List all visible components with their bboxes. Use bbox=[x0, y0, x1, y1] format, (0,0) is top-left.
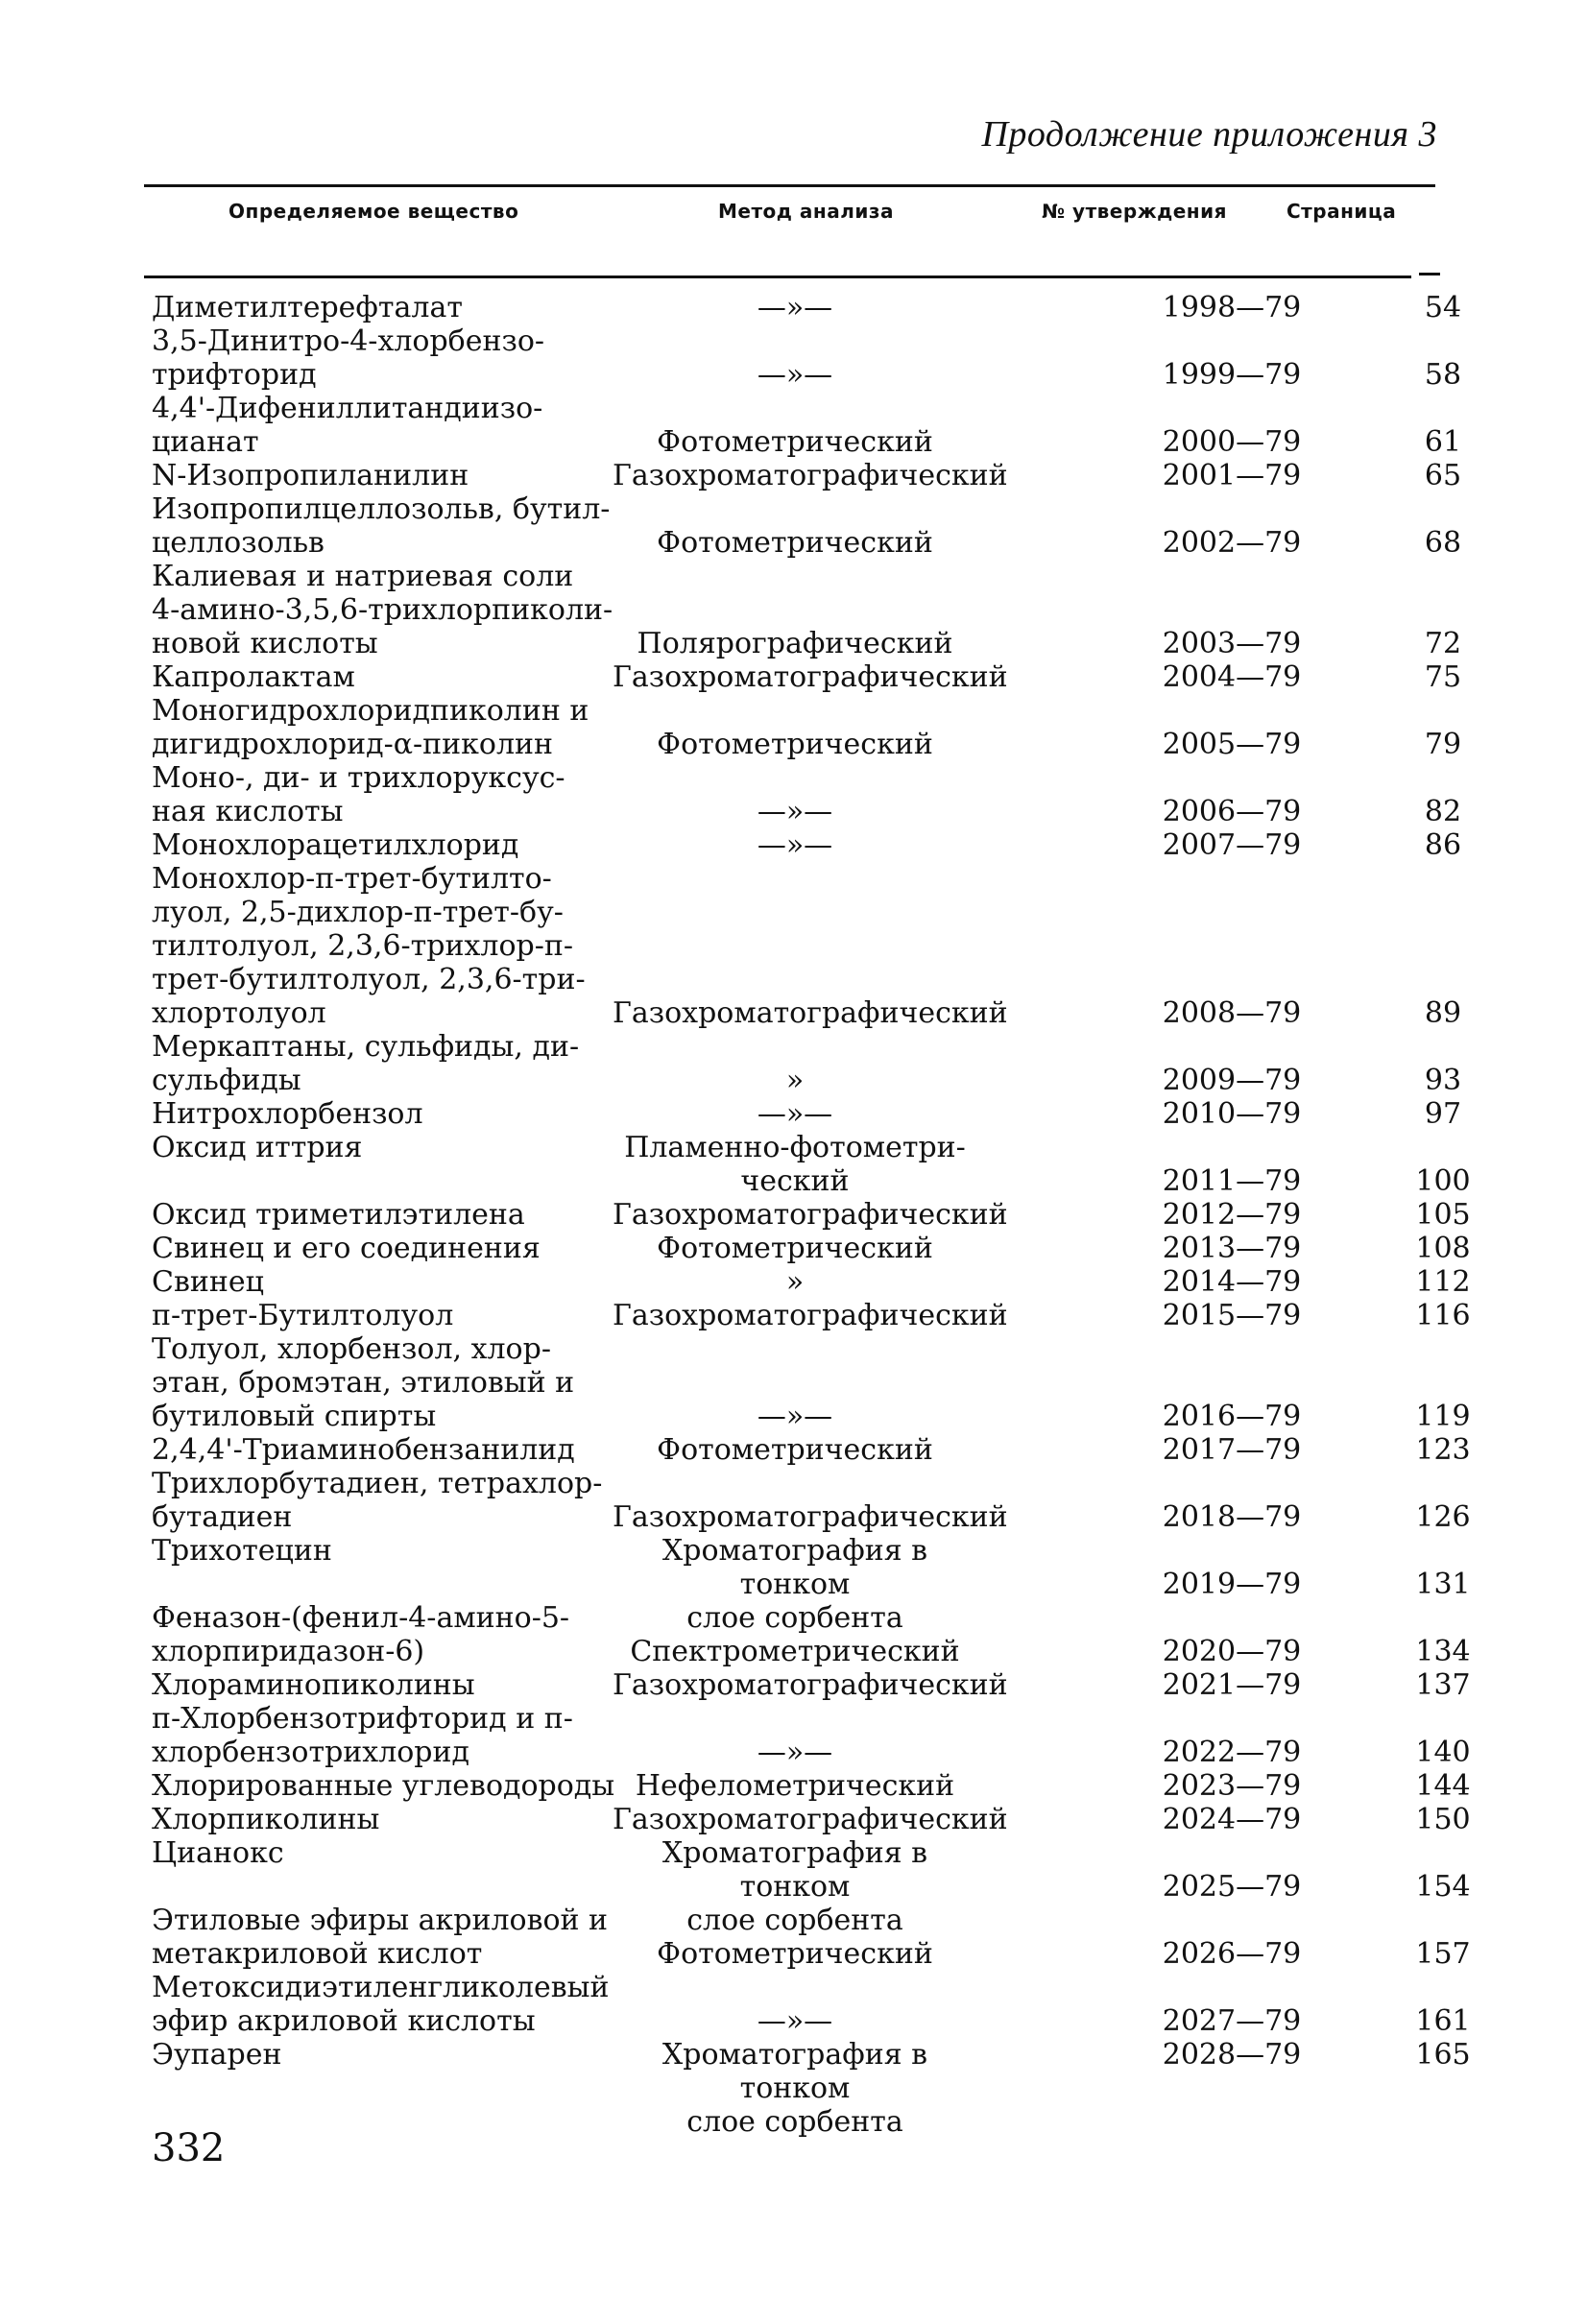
substance-line: N-Изопропиланилин bbox=[152, 459, 469, 492]
method-line: Газохроматографический bbox=[613, 1500, 1008, 1534]
method-cell bbox=[613, 1769, 977, 1803]
substance-line: Этиловые эфиры акриловой и bbox=[152, 1904, 609, 1937]
table-row bbox=[152, 1265, 1471, 1299]
approval-number: 2005—79 bbox=[1162, 728, 1302, 761]
substance-line: трифторид bbox=[152, 358, 317, 392]
substance-line: Калиевая и натриевая соли bbox=[152, 560, 574, 593]
page-reference: 161 bbox=[1415, 2004, 1471, 2038]
substance-line: Хлорированные углеводороды bbox=[152, 1769, 615, 1803]
method-cell bbox=[613, 996, 1008, 1030]
table-row bbox=[152, 291, 1462, 324]
approval-number: 2010—79 bbox=[1162, 1097, 1302, 1131]
page-reference: 116 bbox=[1415, 1299, 1471, 1332]
substance-cell bbox=[152, 828, 613, 862]
substance-line: бутиловый спирты bbox=[152, 1400, 437, 1433]
method-line: —»— bbox=[757, 795, 833, 828]
column-header-approval: № утверждения bbox=[1042, 200, 1227, 223]
method-line: слое сорбента bbox=[686, 1601, 903, 1635]
substance-cell bbox=[152, 1433, 613, 1467]
substance-line: Хлорпиколины bbox=[152, 1803, 380, 1836]
method-cell bbox=[613, 1668, 1008, 1702]
substance-line: этан, бромэтан, этиловый и bbox=[152, 1366, 575, 1400]
method-line: —»— bbox=[757, 291, 833, 324]
method-cell bbox=[613, 1500, 1008, 1534]
substance-cell bbox=[152, 2038, 613, 2072]
approval-number: 2024—79 bbox=[1162, 1803, 1302, 1836]
method-line: Фотометрический bbox=[657, 728, 933, 761]
substance-line: 2,4,4'-Триаминобензанилид bbox=[152, 1433, 575, 1467]
substance-cell bbox=[152, 1836, 613, 1904]
substance-cell bbox=[152, 1803, 613, 1836]
method-line: » bbox=[785, 1265, 805, 1299]
method-line: Хроматография в тонком bbox=[661, 1534, 928, 1601]
method-line: Газохроматографический bbox=[613, 459, 1008, 492]
substance-line: Метоксидиэтиленгликолевый bbox=[152, 1971, 610, 2004]
table-row bbox=[152, 392, 1462, 459]
approval-number: 2004—79 bbox=[1162, 660, 1302, 694]
approval-number: 2015—79 bbox=[1162, 1299, 1302, 1332]
approval-number: 2008—79 bbox=[1162, 996, 1302, 1030]
approval-number: 2020—79 bbox=[1162, 1635, 1302, 1668]
substance-line: Монохлор-п-трет-бутилто- bbox=[152, 862, 552, 896]
table-row bbox=[152, 1601, 1471, 1668]
table-row bbox=[152, 1803, 1471, 1836]
approval-number: 2011—79 bbox=[1162, 1164, 1302, 1198]
substance-line: эфир акриловой кислоты bbox=[152, 2004, 536, 2038]
substance-line: бутадиен bbox=[152, 1500, 293, 1534]
method-line: Хроматография в тонком bbox=[661, 1836, 928, 1904]
substance-cell bbox=[152, 660, 613, 694]
page-reference: 119 bbox=[1415, 1400, 1471, 1433]
substance-line bbox=[152, 1568, 613, 1601]
substance-cell bbox=[152, 1702, 613, 1769]
page-reference: 79 bbox=[1424, 728, 1462, 761]
method-cell bbox=[613, 627, 977, 660]
page-reference: 140 bbox=[1415, 1736, 1471, 1769]
substance-cell bbox=[152, 392, 613, 459]
method-line: слое сорбента bbox=[686, 2105, 903, 2139]
method-line: ческий bbox=[740, 1164, 850, 1198]
method-cell bbox=[613, 1097, 977, 1131]
method-line: Нефелометрический bbox=[635, 1769, 955, 1803]
approval-number: 2026—79 bbox=[1162, 1937, 1302, 1971]
approval-number: 2019—79 bbox=[1162, 1568, 1302, 1601]
page-reference: 97 bbox=[1424, 1097, 1462, 1131]
method-cell bbox=[613, 1232, 977, 1265]
approval-number: 2009—79 bbox=[1162, 1064, 1302, 1097]
table-row bbox=[152, 1030, 1462, 1097]
approval-number: 2022—79 bbox=[1162, 1736, 1302, 1769]
substance-line: Свинец и его соединения bbox=[152, 1232, 541, 1265]
table-row bbox=[152, 1232, 1471, 1265]
method-cell bbox=[613, 1937, 977, 1971]
substance-line: Эупарен bbox=[152, 2038, 282, 2072]
page-reference: 68 bbox=[1424, 526, 1462, 560]
substance-cell bbox=[152, 1232, 613, 1265]
table-row bbox=[152, 660, 1462, 694]
substance-cell bbox=[152, 1769, 613, 1803]
method-line: Газохроматографический bbox=[613, 1299, 1008, 1332]
substance-line: 4-амино-3,5,6-трихлорпиколи- bbox=[152, 593, 613, 627]
method-cell bbox=[613, 795, 977, 828]
table-row bbox=[152, 862, 1462, 1030]
method-line: » bbox=[785, 1064, 805, 1097]
table-row bbox=[152, 1332, 1471, 1433]
substance-line: Изопропилцеллозольв, бутил- bbox=[152, 492, 611, 526]
substance-line: Моногидрохлоридпиколин и bbox=[152, 694, 589, 728]
substance-line: Цианокс bbox=[152, 1836, 284, 1870]
method-line: Фотометрический bbox=[657, 526, 933, 560]
substance-line: Моно-, ди- и трихлоруксус- bbox=[152, 761, 565, 795]
approval-number: 2002—79 bbox=[1162, 526, 1302, 560]
substance-line: трет-бутилтолуол, 2,3,6-три- bbox=[152, 963, 586, 996]
method-line: Газохроматографический bbox=[613, 1198, 1008, 1232]
method-line: Полярографический bbox=[637, 627, 953, 660]
substance-line: 4,4'-Дифениллитандиизо- bbox=[152, 392, 543, 425]
method-line: Хроматография в тонком bbox=[661, 2038, 928, 2105]
substance-line: Свинец bbox=[152, 1265, 264, 1299]
substance-line: сульфиды bbox=[152, 1064, 301, 1097]
table-row bbox=[152, 1702, 1471, 1769]
substance-line: Меркаптаны, сульфиды, ди- bbox=[152, 1030, 580, 1064]
page-reference: 131 bbox=[1415, 1568, 1471, 1601]
column-header-substance: Определяемое вещество bbox=[228, 200, 519, 223]
approval-number: 2001—79 bbox=[1162, 459, 1302, 492]
method-line: —»— bbox=[757, 2004, 833, 2038]
page-reference: 165 bbox=[1415, 2038, 1471, 2072]
substance-cell bbox=[152, 1131, 613, 1198]
page-reference: 72 bbox=[1424, 627, 1462, 660]
substance-line: хлорбензотрихлорид bbox=[152, 1736, 469, 1769]
table-row bbox=[152, 694, 1462, 761]
substance-line bbox=[152, 1164, 613, 1198]
page-reference: 58 bbox=[1424, 358, 1462, 392]
method-line: Спектрометрический bbox=[630, 1635, 960, 1668]
substance-line: Нитрохлорбензол bbox=[152, 1097, 423, 1131]
method-line: слое сорбента bbox=[686, 1904, 903, 1937]
method-line: Фотометрический bbox=[657, 1433, 933, 1467]
table-row bbox=[152, 1467, 1471, 1534]
table-row bbox=[152, 828, 1462, 862]
column-header-method: Метод анализа bbox=[718, 200, 895, 223]
method-cell bbox=[613, 358, 977, 392]
table-row bbox=[152, 1668, 1471, 1702]
approval-number: 2012—79 bbox=[1162, 1198, 1302, 1232]
substance-cell bbox=[152, 1299, 613, 1332]
substance-line: новой кислоты bbox=[152, 627, 378, 660]
method-cell bbox=[613, 2004, 977, 2038]
method-line: Газохроматографический bbox=[613, 1668, 1008, 1702]
approval-number: 2016—79 bbox=[1162, 1400, 1302, 1433]
page-reference: 82 bbox=[1424, 795, 1462, 828]
method-cell bbox=[613, 728, 977, 761]
method-line: —»— bbox=[757, 828, 833, 862]
substance-line: Феназон-(фенил-4-амино-5- bbox=[152, 1601, 570, 1635]
substance-line: Хлораминопиколины bbox=[152, 1668, 475, 1702]
substance-line: луол, 2,5-дихлор-п-трет-бу- bbox=[152, 896, 564, 929]
page-reference: 105 bbox=[1415, 1198, 1471, 1232]
substance-line: Оксид иттрия bbox=[152, 1131, 363, 1164]
method-line: —»— bbox=[757, 1400, 833, 1433]
method-line: Фотометрический bbox=[657, 1937, 933, 1971]
page-reference: 134 bbox=[1415, 1635, 1471, 1668]
substance-cell bbox=[152, 1534, 613, 1601]
method-line: Газохроматографический bbox=[613, 1803, 1008, 1836]
method-cell bbox=[613, 828, 977, 862]
table-row bbox=[152, 1097, 1462, 1131]
table-row bbox=[152, 492, 1462, 560]
substance-line: цианат bbox=[152, 425, 259, 459]
page-reference: 126 bbox=[1415, 1500, 1471, 1534]
method-cell bbox=[613, 1131, 977, 1198]
substance-line: 3,5-Динитро-4-хлорбензо- bbox=[152, 324, 545, 358]
header-rule-dash bbox=[1419, 273, 1440, 276]
page-number: 332 bbox=[152, 2126, 226, 2170]
substance-line bbox=[152, 1870, 613, 1904]
method-cell bbox=[613, 1803, 1008, 1836]
substance-cell bbox=[152, 324, 613, 392]
substance-cell bbox=[152, 459, 613, 492]
substance-cell bbox=[152, 862, 613, 1030]
substance-cell bbox=[152, 1904, 613, 1971]
substance-cell bbox=[152, 1467, 613, 1534]
approval-number: 2013—79 bbox=[1162, 1232, 1302, 1265]
column-header-page: Страница bbox=[1286, 200, 1397, 223]
method-line: Фотометрический bbox=[657, 1232, 933, 1265]
method-cell bbox=[613, 1433, 977, 1467]
substance-table bbox=[152, 291, 1471, 2139]
substance-line: Толуол, хлорбензол, хлор- bbox=[152, 1332, 551, 1366]
approval-number: 1999—79 bbox=[1162, 358, 1302, 392]
method-cell bbox=[613, 660, 1008, 694]
substance-cell bbox=[152, 1265, 613, 1299]
table-row bbox=[152, 1904, 1471, 1971]
method-cell bbox=[613, 1635, 977, 1668]
table-row bbox=[152, 1299, 1471, 1332]
table-row bbox=[152, 1131, 1471, 1198]
approval-number: 2027—79 bbox=[1162, 2004, 1302, 2038]
method-cell bbox=[613, 1400, 977, 1433]
substance-cell bbox=[152, 560, 613, 660]
approval-number: 2003—79 bbox=[1162, 627, 1302, 660]
method-cell bbox=[613, 526, 977, 560]
table-row bbox=[152, 1198, 1471, 1232]
page-reference: 144 bbox=[1415, 1769, 1471, 1803]
method-cell bbox=[613, 291, 977, 324]
page-reference: 86 bbox=[1424, 828, 1462, 862]
substance-line: Трихотецин bbox=[152, 1534, 332, 1568]
page-reference: 65 bbox=[1424, 459, 1462, 492]
table-top-rule bbox=[144, 184, 1435, 187]
page-reference: 75 bbox=[1424, 660, 1462, 694]
method-line: Фотометрический bbox=[657, 425, 933, 459]
substance-cell bbox=[152, 1601, 613, 1668]
page-reference: 154 bbox=[1415, 1870, 1471, 1904]
approval-number: 2000—79 bbox=[1162, 425, 1302, 459]
substance-line: п-Хлорбензотрифторид и п- bbox=[152, 1702, 573, 1736]
substance-line: п-трет-Бутилтолуол bbox=[152, 1299, 454, 1332]
substance-line: Оксид триметилэтилена bbox=[152, 1198, 525, 1232]
substance-cell bbox=[152, 1030, 613, 1097]
substance-cell bbox=[152, 694, 613, 761]
approval-number: 2006—79 bbox=[1162, 795, 1302, 828]
approval-number: 1998—79 bbox=[1162, 291, 1302, 324]
table-row bbox=[152, 2038, 1471, 2139]
approval-number: 2023—79 bbox=[1162, 1769, 1302, 1803]
substance-line: тилтолуол, 2,3,6-трихлор-п- bbox=[152, 929, 573, 963]
substance-cell bbox=[152, 1668, 613, 1702]
method-line: Пламенно-фотометри- bbox=[624, 1131, 966, 1164]
approval-number: 2028—79 bbox=[1162, 2038, 1302, 2072]
approval-number: 2025—79 bbox=[1162, 1870, 1302, 1904]
method-line: —»— bbox=[757, 358, 833, 392]
page-reference: 61 bbox=[1424, 425, 1462, 459]
substance-cell bbox=[152, 1332, 613, 1433]
substance-line: метакриловой кислот bbox=[152, 1937, 483, 1971]
substance-line: ная кислоты bbox=[152, 795, 344, 828]
method-cell bbox=[613, 425, 977, 459]
page-reference: 89 bbox=[1424, 996, 1462, 1030]
approval-number: 2007—79 bbox=[1162, 828, 1302, 862]
table-row bbox=[152, 560, 1462, 660]
continuation-note: Продолжение приложения 3 bbox=[981, 114, 1437, 155]
method-line: Газохроматографический bbox=[613, 996, 1008, 1030]
table-row bbox=[152, 324, 1462, 392]
page-reference: 157 bbox=[1415, 1937, 1471, 1971]
substance-line: Монохлорацетилхлорид bbox=[152, 828, 519, 862]
method-cell bbox=[613, 1198, 1008, 1232]
substance-cell bbox=[152, 1097, 613, 1131]
substance-line: хлортолуол bbox=[152, 996, 326, 1030]
table-row bbox=[152, 1769, 1471, 1803]
page-reference: 112 bbox=[1415, 1265, 1471, 1299]
page-reference: 54 bbox=[1424, 291, 1462, 324]
method-line: —»— bbox=[757, 1097, 833, 1131]
method-line: —»— bbox=[757, 1736, 833, 1769]
table-row bbox=[152, 761, 1462, 828]
page-reference: 93 bbox=[1424, 1064, 1462, 1097]
substance-cell bbox=[152, 1198, 613, 1232]
substance-line: Трихлорбутадиен, тетрахлор- bbox=[152, 1467, 603, 1500]
method-cell bbox=[613, 2038, 977, 2139]
method-cell bbox=[613, 459, 1008, 492]
page-reference: 150 bbox=[1415, 1803, 1471, 1836]
substance-cell bbox=[152, 291, 613, 324]
page-reference: 123 bbox=[1415, 1433, 1471, 1467]
approval-number: 2021—79 bbox=[1162, 1668, 1302, 1702]
page-reference: 137 bbox=[1415, 1668, 1471, 1702]
substance-line: хлорпиридазон-6) bbox=[152, 1635, 425, 1668]
substance-line: Диметилтерефталат bbox=[152, 291, 463, 324]
substance-line: дигидрохлорид-α-пиколин bbox=[152, 728, 554, 761]
header-bottom-rule bbox=[144, 276, 1411, 278]
page-reference: 100 bbox=[1415, 1164, 1471, 1198]
substance-cell bbox=[152, 1971, 613, 2038]
substance-cell bbox=[152, 761, 613, 828]
table-row bbox=[152, 1433, 1471, 1467]
substance-line: целлозольв bbox=[152, 526, 325, 560]
approval-number: 2014—79 bbox=[1162, 1265, 1302, 1299]
method-cell bbox=[613, 1265, 977, 1299]
approval-number: 2017—79 bbox=[1162, 1433, 1302, 1467]
substance-line: Капролактам bbox=[152, 660, 355, 694]
method-cell bbox=[613, 1736, 977, 1769]
approval-number: 2018—79 bbox=[1162, 1500, 1302, 1534]
method-line: Газохроматографический bbox=[613, 660, 1008, 694]
substance-cell bbox=[152, 492, 613, 560]
table-row bbox=[152, 1971, 1471, 2038]
page-reference: 108 bbox=[1415, 1232, 1471, 1265]
table-row bbox=[152, 459, 1462, 492]
method-cell bbox=[613, 1299, 1008, 1332]
method-cell bbox=[613, 1064, 977, 1097]
